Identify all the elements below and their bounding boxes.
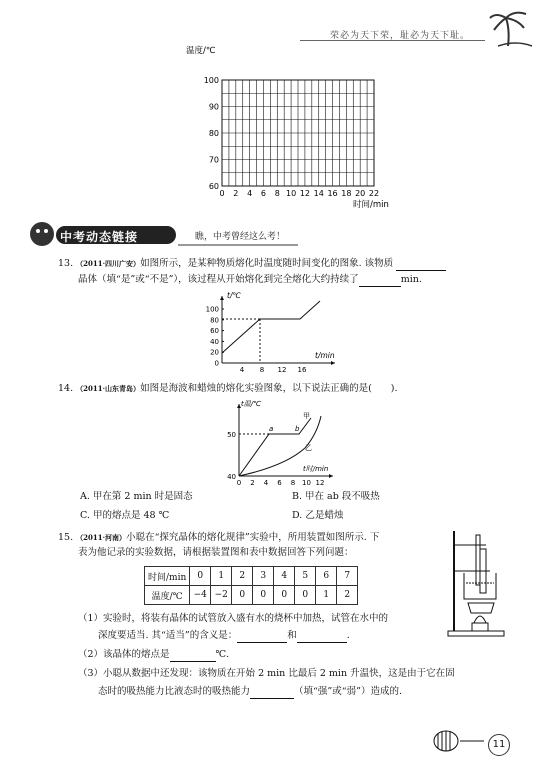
table-cell: −2 — [211, 586, 232, 605]
point-b-label: b — [295, 425, 300, 433]
table-cell: −4 — [190, 586, 211, 605]
q13-y-tick-label: 100 — [205, 305, 219, 314]
answer-blank[interactable] — [250, 687, 294, 699]
grid-x-tick-label: 6 — [260, 189, 267, 198]
table-cell: 1 — [211, 567, 232, 586]
q13-x-axis-label: t/min — [315, 351, 335, 360]
grid-x-tick-label: 16 — [327, 189, 338, 198]
question-source: （2011·四川广安） — [76, 259, 141, 268]
q13-y-tick-label: 80 — [210, 316, 219, 325]
question-13-line2: 晶体（填“是”或“不是”），该过程从开始熔化到完全熔化大约持续了 min. — [78, 274, 422, 285]
curve-yi-label: 乙 — [305, 444, 312, 452]
answer-blank[interactable] — [359, 275, 401, 287]
grid-x-tick-label: 4 — [247, 189, 253, 198]
grid-y-tick-label: 60 — [208, 182, 219, 191]
answer-blank[interactable] — [297, 631, 347, 643]
question-14: 14. （2011·山东青岛）如图是海波和蜡烛的熔化实验图象，以下说法正确的是( ). — [58, 383, 398, 394]
table-cell: 0 — [190, 567, 211, 586]
answer-blank[interactable] — [170, 650, 216, 662]
grid-y-tick-label: 90 — [208, 102, 219, 112]
header-slogan: 荣必为天下荣，耻必为天下耻。 — [330, 31, 471, 41]
table-cell: 0 — [295, 586, 316, 605]
table-cell: 5 — [295, 567, 316, 586]
grid-x-tick-label: 2 — [233, 189, 239, 198]
sub-question-1b: 深度要适当. 其“适当”的含义是： 和 . — [98, 630, 350, 641]
melting-graph-q13 — [205, 288, 345, 376]
q14-x-tick-label: 6 — [277, 479, 282, 487]
table-row — [145, 586, 358, 605]
q13-x-tick-label: 12 — [277, 366, 287, 374]
sub-question-2: （2）该晶体的熔点是 ℃. — [78, 649, 230, 660]
table-cell: 3 — [253, 567, 274, 586]
table-row — [145, 567, 358, 586]
grid-x-tick-label: 14 — [313, 189, 324, 198]
q14-x-tick-label: 4 — [263, 479, 269, 487]
question-13-line1: 13. （2011·四川广安）如图所示，是某种物质熔化时温度随时间变化的图象. 该物质 — [58, 257, 446, 271]
palm-tree-icon — [488, 8, 534, 48]
table-cell: 1 — [316, 586, 337, 605]
melting-graph-q14 — [225, 396, 340, 488]
grid-x-tick-label: 10 — [285, 189, 297, 198]
table-cell: 2 — [337, 586, 358, 605]
empty-grid-chart — [180, 40, 410, 212]
grid-y-tick-label: 70 — [208, 155, 219, 165]
q14-x-tick-label: 10 — [302, 479, 311, 487]
q14-x-tick-label: 2 — [250, 479, 255, 487]
table-cell: 时间/min — [145, 567, 190, 586]
point-a-label: a — [269, 425, 274, 433]
table-cell: 0 — [274, 586, 295, 605]
q13-y-axis-label: t/℃ — [227, 291, 241, 300]
q14-y-tick-label: 50 — [227, 431, 236, 439]
q14-y-axis-label: t温/℃ — [241, 400, 261, 408]
q14-y-tick-label: 40 — [227, 473, 236, 481]
grid-x-tick-label: 18 — [341, 189, 352, 198]
option-c[interactable]: C. 甲的熔点是 48 ℃ — [80, 510, 170, 521]
table-cell: 6 — [316, 567, 337, 586]
grid-x-tick-label: 22 — [368, 189, 380, 198]
grid-x-axis-label: 时间/min — [353, 200, 389, 210]
table-cell: 4 — [274, 567, 295, 586]
table-cell: 0 — [253, 586, 274, 605]
grid-x-tick-label: 8 — [274, 189, 280, 198]
data-table — [144, 566, 358, 605]
option-a[interactable]: A. 甲在第 2 min 时是固态 — [80, 491, 193, 502]
q13-y-tick-label: 60 — [210, 327, 219, 336]
option-d[interactable]: D. 乙是蜡烛 — [292, 510, 344, 521]
heating-apparatus-figure — [446, 527, 506, 639]
grid-x-tick-label: 0 — [219, 189, 225, 198]
option-b[interactable]: B. 甲在 ab 段不吸热 — [292, 491, 380, 502]
answer-blank[interactable] — [396, 259, 446, 271]
curve-jia-label: 甲 — [303, 412, 310, 420]
q13-x-tick-label: 8 — [259, 366, 265, 374]
grid-x-tick-label: 12 — [299, 189, 311, 198]
grid-x-tick-label: 20 — [355, 189, 366, 198]
grid-y-tick-label: 100 — [203, 76, 219, 85]
sub-question-3b: 态时的吸热能力比液态时的吸热能力 （填“强”或“弱”）造成的. — [98, 686, 402, 697]
banner-title: 中考动态链接 — [60, 230, 139, 244]
answer-blank[interactable] — [237, 631, 287, 643]
question-number: 13. — [58, 258, 74, 269]
sub-question-1a: （1）实验时，将装有晶体的试管放入盛有水的烧杯中加热，试管在水中的 — [78, 613, 389, 624]
footer-logo-icon — [424, 728, 488, 754]
sub-question-3a: （3）小聪从数据中还发现：该物质在开始 2 min 比最后 2 min 升温快，这是由于它在固 — [78, 668, 455, 679]
question-15-line2: 表为他记录的实验数据，请根据装置图和表中数据回答下列问题： — [78, 547, 354, 558]
q13-x-tick-label: 16 — [297, 366, 307, 374]
q14-x-axis-label: t时/min — [303, 465, 329, 473]
q13-y-tick-label: 0 — [214, 359, 219, 368]
q13-y-tick-label: 20 — [210, 348, 219, 357]
table-cell: 0 — [232, 586, 253, 605]
question-15-line1: 15. （2011·河南）小聪在“探究晶体的熔化规律”实验中，所用装置如图所示. 下 — [58, 532, 380, 543]
q14-x-tick-label: 8 — [290, 479, 296, 487]
banner-subtitle: 瞧，中考曾经这么考！ — [195, 232, 286, 242]
q14-x-tick-label: 12 — [315, 479, 325, 487]
grid-y-tick-label: 80 — [208, 129, 219, 138]
table-cell: 2 — [232, 567, 253, 586]
q13-x-tick-label: 4 — [239, 366, 245, 374]
table-cell: 7 — [337, 567, 358, 586]
q13-y-tick-label: 40 — [210, 337, 219, 346]
q14-x-tick-label: 0 — [236, 479, 242, 487]
table-cell: 温度/℃ — [145, 586, 190, 605]
page-number: 11 — [488, 734, 510, 756]
grid-y-axis-label: 温度/℃ — [186, 46, 216, 56]
